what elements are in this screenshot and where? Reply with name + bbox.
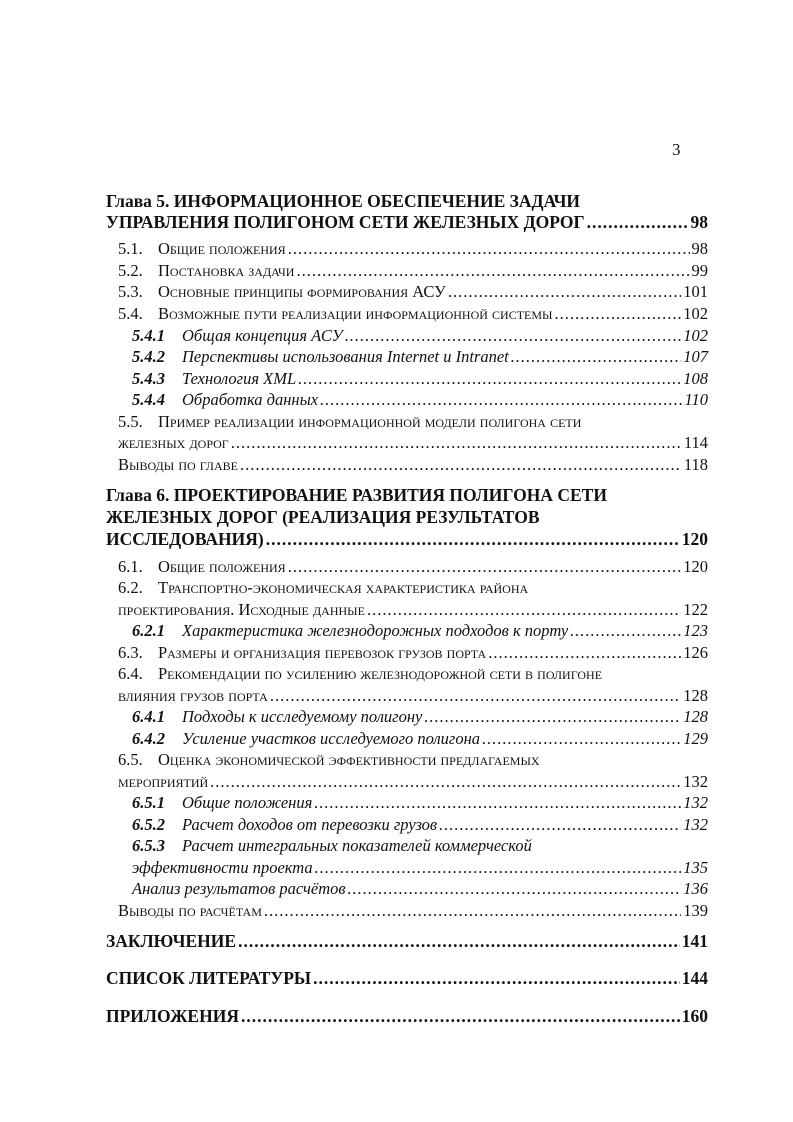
- toc-entry-6-3[interactable]: 6.3. Размеры и организация перевозок грузов порта ..... 126: [0, 642, 793, 664]
- toc-entry-conclusion[interactable]: ЗАКЛЮЧЕНИЕ ..... 141: [0, 930, 793, 952]
- toc-entry-5-5[interactable]: 5.5. Пример реализации информационной модели полигона сети: [118, 412, 582, 431]
- toc-entry-5-4-3[interactable]: 5.4.3 Технология XML ..... 108: [0, 368, 793, 390]
- toc-entry-5-2[interactable]: 5.2. Постановка задачи ..... 99: [0, 260, 793, 282]
- toc-entry-6-4[interactable]: 6.4. Рекомендации по усилению железнодорожной сети в полигоне: [118, 664, 603, 683]
- toc-entry-5-4[interactable]: 5.4. Возможные пути реализации информационной системы ..... 102: [0, 303, 793, 325]
- toc-entry-6-5-2[interactable]: 6.5.2 Расчет доходов от перевозки грузов ..... 132: [0, 814, 793, 836]
- toc-entry-appendices[interactable]: ПРИЛОЖЕНИЯ ..... 160: [0, 1005, 793, 1027]
- toc-entry-ch6-conclusions[interactable]: Выводы по расчётам ..... 139: [0, 900, 793, 922]
- toc-entry-analysis[interactable]: Анализ результатов расчётов ..... 136: [0, 878, 793, 900]
- toc-entry-6-5-cont[interactable]: мероприятий ..... 132: [0, 771, 793, 793]
- toc-entry-5-3[interactable]: 5.3. Основные принципы формирования АСУ ..... 101: [0, 281, 793, 303]
- toc-entry-6-5-3[interactable]: 6.5.3 Расчет интегральных показателей коммерческой: [132, 836, 532, 855]
- toc-entry-5-5-cont[interactable]: железных дорог ..... 114: [0, 432, 793, 454]
- chapter6-title-line3: ИССЛЕДОВАНИЯ) ..... 120: [0, 528, 793, 550]
- toc-entry-6-5[interactable]: 6.5. Оценка экономической эффективности предлагаемых: [118, 750, 540, 769]
- toc-entry-5-4-4[interactable]: 5.4.4 Обработка данных ..... 110: [0, 389, 793, 411]
- toc-entry-6-5-3-cont[interactable]: эффективности проекта ..... 135: [0, 857, 793, 879]
- page-number: 3: [672, 140, 681, 159]
- chapter5-title-line2: УПРАВЛЕНИЯ ПОЛИГОНОМ СЕТИ ЖЕЛЕЗНЫХ ДОРОГ ..... 98: [0, 211, 793, 233]
- toc-entry-6-2-cont[interactable]: проектирования. Исходные данные ..... 122: [0, 599, 793, 621]
- toc-entry-references[interactable]: СПИСОК ЛИТЕРАТУРЫ ..... 144: [0, 967, 793, 989]
- toc-entry-6-2[interactable]: 6.2. Транспортно-экономическая характеристика района: [118, 578, 529, 597]
- chapter6-title-line1: Глава 6. ПРОЕКТИРОВАНИЕ РАЗВИТИЯ ПОЛИГОНА СЕТИ: [106, 485, 607, 505]
- toc-entry-6-1[interactable]: 6.1. Общие положения ..... 120: [0, 556, 793, 578]
- toc-entry-6-4-cont[interactable]: влияния грузов порта ..... 128: [0, 685, 793, 707]
- toc-entry-5-4-1[interactable]: 5.4.1 Общая концепция АСУ ..... 102: [0, 325, 793, 347]
- toc-entry-5-1[interactable]: 5.1. Общие положения ..... 98: [0, 238, 793, 260]
- toc-entry-6-5-1[interactable]: 6.5.1 Общие положения ..... 132: [0, 792, 793, 814]
- chapter5-title-line1: Глава 5. ИНФОРМАЦИОННОЕ ОБЕСПЕЧЕНИЕ ЗАДАЧИ: [106, 191, 581, 211]
- toc-entry-6-4-2[interactable]: 6.4.2 Усиление участков исследуемого полигона ..... 129: [0, 728, 793, 750]
- toc-entry-6-4-1[interactable]: 6.4.1 Подходы к исследуемому полигону ..... 128: [0, 706, 793, 728]
- toc-entry-ch5-conclusions[interactable]: Выводы по главе ..... 118: [0, 454, 793, 476]
- toc-entry-5-4-2[interactable]: 5.4.2 Перспективы использования Internet и Intranet ..... 107: [0, 346, 793, 368]
- toc-entry-6-2-1[interactable]: 6.2.1 Характеристика железнодорожных подходов к порту ..... 123: [0, 620, 793, 642]
- chapter6-title-line2: ЖЕЛЕЗНЫХ ДОРОГ (РЕАЛИЗАЦИЯ РЕЗУЛЬТАТОВ: [106, 507, 540, 527]
